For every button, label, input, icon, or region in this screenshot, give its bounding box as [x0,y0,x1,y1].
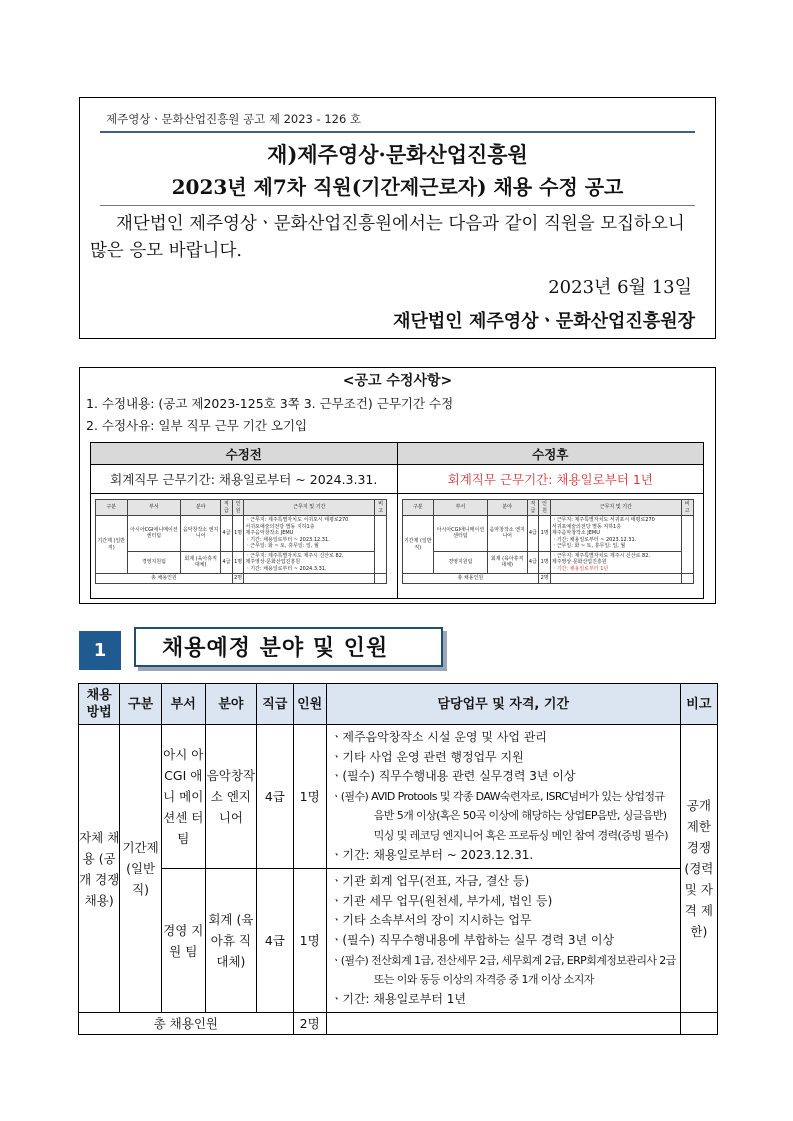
mini-table-after [402,499,694,584]
mini-header: 인원 [539,500,551,516]
duty-line: ㆍ제주음악창작소 시설 운영 및 사업 관리 [330,730,547,744]
mini-dept: 아시아CGI애니메이션센터팀 [127,516,181,552]
mini-header: 분야 [487,500,527,516]
announcement-number: 제주영상ㆍ문화산업진흥원 공고 제 2023 - 126 호 [106,112,362,126]
mini-count: 1명 [232,551,244,574]
mini-total: 2명 [540,575,549,581]
mini-header: 근무지 및 기간 [550,500,681,516]
announcement-signer: 재단법인 제주영상ㆍ문화산업진흥원장 [393,311,695,332]
duties-cell [326,725,680,869]
header-count: 인원 [293,684,326,725]
duty-line: ㆍ기간: 채용일로부터 1년 [330,991,466,1006]
field-cell: 회계 (육아휴 직대체) [205,869,256,1013]
section-number: 1 [79,631,121,670]
mini-info [550,516,681,552]
mini-note [681,516,693,574]
mini-field: 음악창작소 엔지니어 [487,516,527,552]
duty-line: ㆍ(필수) 직무수행내용에 부합하는 실무 경력 3년 이상 [330,932,615,947]
mini-info-line: ㆍ근무일: 화 ~ 토, 휴무일: 일, 월 [245,543,319,549]
mini-total: 2명 [234,575,243,581]
modification-title: <공고 수정사항> [342,373,453,389]
mini-header: 비고 [681,500,693,516]
mini-info-line: 서귀포예술의전당 별동 지하1층 [551,523,622,530]
mini-dept: 아시아CGI애니메이션센터팀 [434,516,488,552]
after-text: 회계직무 근무기간: 채용일로부터 1년 [397,465,704,494]
divider [100,131,695,133]
mini-info [244,551,375,574]
mini-info-line: ㆍ근무일: 화 ~ 토, 휴무일: 일, 월 [551,543,626,549]
mini-info [244,516,375,552]
duty-line: ㆍ(필수) 전산회계 1급, 전산세무 2급, 세무회계 2급, ERP회계정보관리사 2급 [330,953,676,967]
mini-info-line: ㆍ기간: 채용일로부터 ~ 2023.12.31. [551,536,637,543]
mini-info-line: 제주영상·문화산업진흥원 [551,559,607,565]
after-header: 수정후 [397,443,704,465]
modification-box [79,367,716,604]
mini-category: 기간제 (일반직) [96,516,128,574]
mini-note [375,516,387,574]
duty-line: ㆍ(필수) 직무수행내용 관련 실무경력 3년 이상 [330,769,576,784]
mini-grade: 4급 [221,516,233,552]
announcement-box [79,97,716,339]
recruitment-table [78,683,718,1035]
mini-info-line: ㆍ근무지: 제주특별자치도 서귀포시 태평로270 [245,517,349,523]
mini-info-line: 서귀포예술의전당 별동 지하1층 [245,523,315,530]
mini-total-label: 총 채용인원 [402,574,539,584]
mini-info-line: ㆍ근무지: 제주특별자치도 서귀포시 태평로270 [551,517,655,523]
announcement-date: 2023년 6월 13일 [548,277,692,298]
count-cell: 1명 [293,725,326,869]
duty-line: ㆍ기타 사업 운영 관련 행정업무 지원 [330,749,524,764]
dept-cell: 아시 아CGI 애니 메이 션센 터팀 [161,725,205,869]
empty-cell [326,1013,680,1035]
duty-line: ㆍ기타 소속부서의 장이 지시하는 업무 [330,913,532,928]
comparison-table [90,442,704,599]
dept-cell: 경영 지원 팀 [161,869,205,1013]
mini-empty [550,574,681,584]
page-title: 2023년 제7차 직원(기간제근로자) 채용 수정 공고 [171,175,624,199]
header-field: 분야 [205,684,256,725]
mini-info-line: ㆍ근무지: 제주특별자치도 제주시 신산로 82, [245,552,344,559]
mini-dept: 경영지원팀 [434,551,488,574]
mini-header: 근무지 및 기간 [244,500,375,516]
mini-grade: 4급 [527,551,539,574]
method-cell: 자체 채용 (공개 경쟁 채용) [79,725,120,1013]
before-snapshot [91,494,398,599]
mini-header: 구분 [96,500,128,516]
grade-cell: 4급 [257,725,294,869]
duty-line: 또는 이와 동등 이상의 자격증 중 1개 이상 소지자 [373,973,594,987]
mini-header: 구분 [402,500,434,516]
mini-info-line: 제주음악창작소 JEMU [245,530,294,536]
mini-dept: 경영지원팀 [127,551,181,574]
mini-info-line: 제주음악창작소 JEMU [551,530,600,536]
duty-line: 음반 5개 이상(혹은 50곡 이상에 해당하는 상업EP음반, 싱글음반) [373,809,667,823]
mini-info-line: ㆍ기간: 채용일로부터 ~ 2024.3.31. [245,565,327,572]
modification-line-2: 2. 수정사유: 일부 직무 근무 기간 오기입 [86,418,308,433]
grade-cell: 4급 [257,869,294,1013]
mini-info-line: ㆍ근무지: 제주특별자치도 제주시 신산로 82, [551,552,650,559]
duty-line: ㆍ기간: 채용일로부터 ~ 2023.12.31. [330,847,534,862]
mini-field: 회계 (육아휴직대체) [487,551,527,574]
mini-header: 부서 [127,500,181,516]
after-snapshot [397,494,704,599]
mini-header: 부서 [434,500,488,516]
mini-info-line: ㆍ기간: 채용일로부터 ~ 2023.12.31. [245,536,330,543]
mini-header: 비고 [375,500,387,516]
field-cell: 음악창작소 엔지니어 [205,725,256,869]
mini-total-label: 총 채용인원 [96,574,233,584]
mini-field: 회계 (육아휴직대체) [181,551,221,574]
total-cell: 2명 [293,1013,326,1035]
section-title: 채용예정 분야 및 인원 [134,627,443,667]
mini-info-line: 제주영상·문화산업진흥원 [245,559,301,565]
total-label-cell: 총 채용인원 [79,1013,294,1035]
count-cell: 1명 [293,869,326,1013]
modification-line-1: 1. 수정내용: (공고 제2023-125호 3쪽 3. 근무조건) 근무기간 수정 [86,396,454,411]
mini-grade: 4급 [527,516,539,552]
duty-line: ㆍ(필수) AVID Protools 및 각종 DAW숙련자로, ISRC넘버가 있는 상업정규 [330,789,665,803]
header-duties: 담당업무 및 자격, 기간 [326,684,680,725]
divider [100,205,695,206]
header-category: 구분 [120,684,161,725]
mini-table-before [95,499,387,584]
mini-count: 1명 [539,516,551,552]
mini-empty [375,574,387,584]
mini-header: 직급 [527,500,539,516]
header-note: 비고 [680,684,717,725]
mini-header: 분야 [181,500,221,516]
mini-header: 직급 [221,500,233,516]
duty-line: ㆍ기관 회계 업무(전표, 자금, 결산 등) [330,874,530,889]
mini-field: 음악창작소 엔지니어 [181,516,221,552]
before-text: 회계직무 근무기간: 채용일로부터 ~ 2024.3.31. [91,465,398,494]
note-cell: 공개 제한 경쟁 (경력 및 자격 제한) [680,725,717,1013]
mini-info [550,551,681,574]
header-dept: 부서 [161,684,205,725]
mini-empty [244,574,375,584]
org-title: 재)제주영상·문화산업진흥원 [267,142,528,167]
mini-count: 1명 [232,516,244,552]
header-method: 채용 방법 [79,684,120,725]
mini-header: 인원 [232,500,244,516]
mini-grade: 4급 [221,551,233,574]
mini-info-line: ㆍ기간: 채용일로부터 1년 [551,565,609,572]
empty-cell [680,1013,717,1035]
mini-empty [681,574,693,584]
duty-line: 믹싱 및 레코딩 엔지니어 혹은 프로듀싱 메인 참여 경력(증빙 필수) [373,828,668,842]
category-cell: 기간제 (일반 직) [120,725,161,1013]
announcement-body: 재단법인 제주영상ㆍ문화산업진흥원에서는 다음과 같이 직원을 모집하오니 많은 응모 바랍니다. [90,214,685,261]
mini-category: 기간제 (일반직) [402,516,434,574]
header-grade: 직급 [257,684,294,725]
mini-count: 1명 [539,551,551,574]
duty-line: ㆍ기관 세무 업무(원천세, 부가세, 법인 등) [330,893,553,908]
before-header: 수정전 [91,443,398,465]
duties-cell [326,869,680,1013]
